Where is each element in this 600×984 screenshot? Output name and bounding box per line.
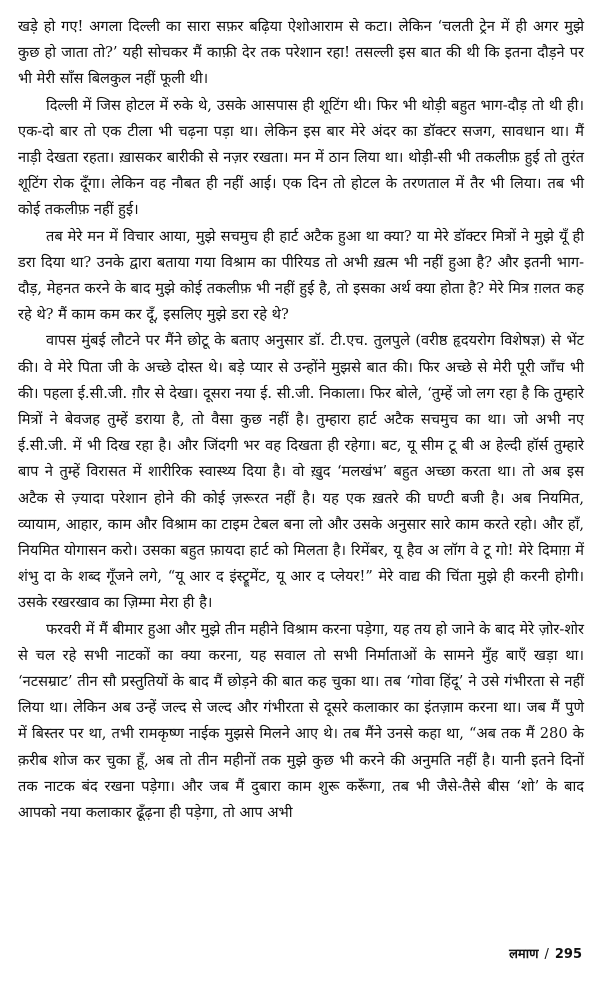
page-number: 295 — [554, 947, 582, 962]
paragraph: फरवरी में मैं बीमार हुआ और मुझे तीन महीने विश्राम करना पड़ेगा, यह तय हो जाने के बाद मेरे ज़ोर-शोर से चल रहे सभी नाटकों का क्या करना, यह सवाल तो सभी निर्माताओं के सामने मुँह बाएँ खड़ा था। ‘नटसम्राट’ तीन सौ प्रस्तुतियों के बाद मैं छोड़ने की बात कह चुका था। तब ‘गोवा हिंदू’ ने उसे गंभीरता से नहीं लिया था। लेकिन अब उन्हें जल्द से जल्द और गंभीरता से दूसरे कलाकार का इंतज़ाम करना था। जब मैं पुणे में बिस्तर पर था, तभी रामकृष्ण नाईक मुझसे मिलने आए थे। तब मैंने उनसे कहा था, “अब तक मैं 280 के क़रीब शोज कर चुका हूँ, अब तो तीन महीनों तक मुझे कुछ भी करने की अनुमति नहीं है। यानी इतने दिनों तक नाटक बंद रखना पड़ेगा। और जब मैं दुबारा काम शुरू करूँगा, तब भी जैसे-तैसे बीस ‘शो’ के बाद आपको नया कलाकार ढूँढ़ना ही पड़ेगा, तो आप अभी — [18, 620, 584, 822]
paragraph: तब मेरे मन में विचार आया, मुझे सचमुच ही हार्ट अटैक हुआ था क्या? या मेरे डॉक्टर मित्रों ने मुझे यूँ ही डरा दिया था? उनके द्वारा बताया गया विश्राम का पीरियड तो अभी ख़त्म भी नहीं हुआ है? और इतनी भाग-दौड़, मेहनत करने के बाद मुझे कोई तकलीफ़ भी नहीं हुई है, तो इसका अर्थ क्या होता है? मेरे मित्र ग़लत कह रहे थे? मैं काम कम कर दूँ, इसलिए मुझे डरा रहे थे? — [18, 227, 584, 324]
paragraph: वापस मुंबई लौटने पर मैंने छोटू के बताए अनुसार डॉ. टी.एच. तुलपुले (वरीष्ठ हृदयरोग विशेषज्ञ) से भेंट की। वे मेरे पिता जी के अच्छे दोस्त थे। बड़े प्यार से उन्होंने मुझसे बात की। फिर अच्छे से मेरी पूरी जाँच भी की। पहला ई.सी.जी. ग़ौर से देखा। दूसरा नया ई. सी.जी. निकाला। फिर बोले, ‘तुम्हें जो लग रहा है कि तुम्हारे मित्रों ने बेवजह तुम्हें डराया है, तो वैसा कुछ नहीं है। तुम्हारा हार्ट अटैक सचमुच का था। जो अभी नए ई.सी.जी. में भी दिख रहा है। और जिंदगी भर वह दिखता ही रहेगा। बट, यू सीम टू बी अ हेल्दी हॉर्स तुम्हारे बाप ने तुम्हें विरासत में शारीरिक स्वास्थ्य दिया है। वो ख़ुद ‘मलखंभ’ बहुत अच्छा करता था। तो अब इस अटैक से ज़्यादा परेशान होने की कोई ज़रूरत नहीं है। यह एक ख़तरे की घण्टी बजी है। अब नियमित, व्यायाम, आहार, काम और विश्राम का टाइम टेबल बना लो और उसके अनुसार सारे काम करते रहो। और हाँ, नियमित योगासन करो। उसका बहुत फ़ायदा हार्ट को मिलता है। रिमेंबर, यू हैव अ लॉग वे टू गो! मेरे दिमाग़ में शंभु दा के शब्द गूँजने लगे, “यू आर द इंस्ट्रूमेंट, यू आर द प्लेयर!” मेरे वाद्य की चिंता मुझे ही करनी होगी। उसके रखरखाव का ज़िम्मा मेरा ही है। — [18, 332, 584, 612]
footer-separator: / — [544, 947, 549, 962]
book-title: लमाण — [509, 947, 539, 962]
paragraph: दिल्ली में जिस होटल में रुके थे, उसके आसपास ही शूटिंग थी। फिर भी थोड़ी बहुत भाग-दौड़ तो थी ही। एक-दो बार तो एक टीला भी चढ़ना पड़ा था। लेकिन इस बार मेरे अंदर का डॉक्टर सजग, सावधान था। मैं नाड़ी देखता रहता। ख़ासकर बारीकी से नज़र रखता। मन में ठान लिया था। थोड़ी-सी भी तकलीफ़ हुई तो तुरंत शूटिंग रोक दूँगा। लेकिन वह नौबत ही नहीं आई। एक दिन तो होटल के तरणताल में तैर भी लिया। तब भी कोई तकलीफ़ नहीं हुई। — [18, 96, 584, 219]
paragraph-continued: खड़े हो गए! अगला दिल्ली का सारा सफ़र बढ़िया ऐशोआराम से कटा। लेकिन ‘चलती ट्रेन में ही अगर मुझे कुछ हो जाता तो?’ यही सोचकर मैं काफ़ी देर तक परेशान रहा! तसल्ली इस बात की थी कि इतना दौड़ने पर भी मेरी साँस बिलकुल नहीं फूली थी। — [18, 18, 584, 88]
page-footer — [509, 944, 582, 962]
body-text — [18, 14, 584, 826]
